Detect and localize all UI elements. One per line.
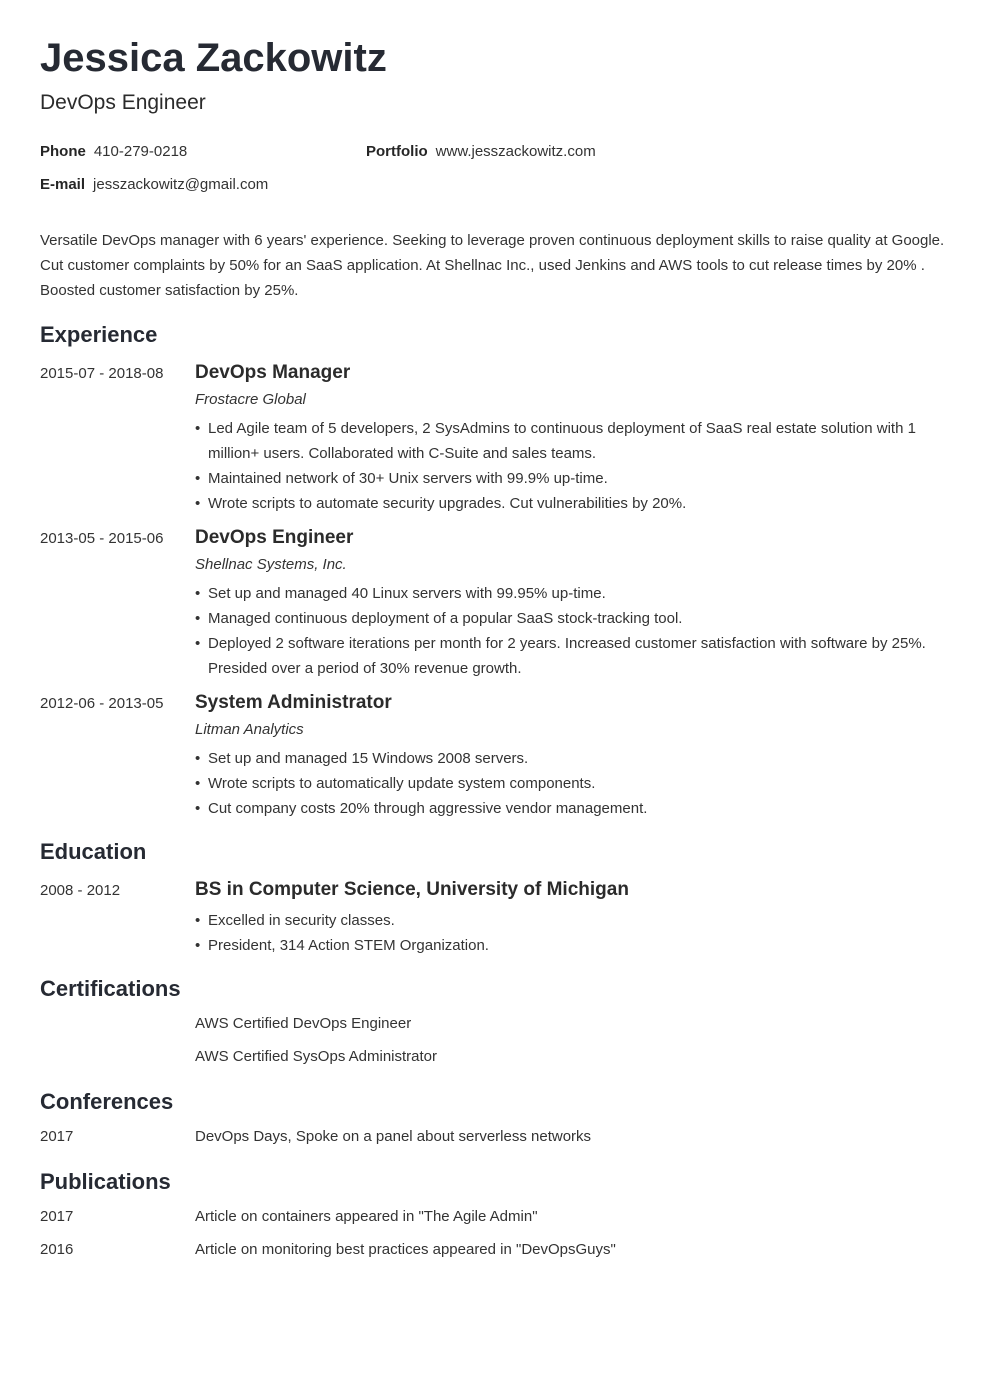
phone-label: Phone (40, 143, 86, 160)
publication-year: 2016 (40, 1241, 74, 1258)
contact-email (40, 176, 268, 193)
publication-text: Article on containers appeared in "The Agile Admin" (195, 1208, 538, 1225)
job-title: System Administrator (195, 692, 392, 713)
education-bullets (195, 908, 950, 958)
bullet-item: • Wrote scripts to automatically update system components. (195, 771, 950, 796)
job-title: DevOps Manager (195, 362, 351, 383)
job-bullets (195, 416, 950, 516)
section-title-conferences: Conferences (40, 1089, 174, 1114)
section-title-publications: Publications (40, 1169, 171, 1194)
bullet-item: • Wrote scripts to automate security upgrades. Cut vulnerabilities by 20%. (195, 491, 950, 516)
publication-year: 2017 (40, 1208, 74, 1225)
contact-phone (40, 143, 187, 160)
bullet-item: • Deployed 2 software iterations per month for 2 years. Increased customer satisfaction with software by 25%. Presided over a period of 30% revenue growth. (195, 631, 950, 681)
section-title-certifications: Certifications (40, 976, 181, 1001)
experience-dates: 2012-06 - 2013-05 (40, 695, 164, 712)
portfolio-label: Portfolio (366, 143, 428, 160)
job-bullets (195, 746, 950, 821)
profile-summary: Versatile DevOps manager with 6 years' experience. Seeking to leverage proven continuous deployment skills to raise quality at Google. Cut customer complaints by 50% for an SaaS application. At Shellnac Inc., used Jenkins and AWS tools to cut release times by 20% . Boosted customer satisfaction by 25%. (40, 232, 945, 299)
company-name: Shellnac Systems, Inc. (195, 556, 347, 573)
portfolio-link[interactable]: www.jesszackowitz.com (435, 143, 596, 160)
certification-name: AWS Certified SysOps Administrator (195, 1048, 438, 1065)
bullet-item: • Maintained network of 30+ Unix servers with 99.9% up-time. (195, 466, 950, 491)
bullet-item: • Cut company costs 20% through aggressive vendor management. (195, 796, 950, 821)
bullet-item: • President, 314 Action STEM Organization. (195, 933, 950, 958)
email-link[interactable]: jesszackowitz@gmail.com (93, 176, 269, 193)
job-bullets (195, 581, 950, 681)
contact-portfolio (366, 143, 596, 160)
certification-name: AWS Certified DevOps Engineer (195, 1015, 412, 1032)
bullet-item: • Excelled in security classes. (195, 908, 950, 933)
experience-dates: 2013-05 - 2015-06 (40, 530, 164, 547)
experience-dates: 2015-07 - 2018-08 (40, 365, 164, 382)
candidate-name: Jessica Zackowitz (40, 36, 387, 80)
email-label: E-mail (40, 176, 86, 193)
conference-year: 2017 (40, 1128, 74, 1145)
bullet-item: • Set up and managed 40 Linux servers with 99.95% up-time. (195, 581, 950, 606)
bullet-item: • Set up and managed 15 Windows 2008 servers. (195, 746, 950, 771)
bullet-item: • Led Agile team of 5 developers, 2 SysAdmins to continuous deployment of SaaS real estate solution with 1 million+ users. Collaborated with C-Suite and sales teams. (195, 416, 950, 466)
degree-title: BS in Computer Science, University of Michigan (195, 879, 629, 900)
company-name: Litman Analytics (195, 721, 304, 738)
job-title: DevOps Engineer (195, 527, 354, 548)
section-title-experience: Experience (40, 322, 158, 347)
education-dates: 2008 - 2012 (40, 882, 121, 899)
company-name: Frostacre Global (195, 391, 306, 408)
phone-value: 410-279-0218 (93, 143, 188, 160)
bullet-item: • Managed continuous deployment of a popular SaaS stock-tracking tool. (195, 606, 950, 631)
publication-text: Article on monitoring best practices appeared in "DevOpsGuys" (195, 1241, 616, 1258)
candidate-role: DevOps Engineer (40, 91, 206, 114)
conference-text: DevOps Days, Spoke on a panel about serverless networks (195, 1128, 592, 1145)
section-title-education: Education (40, 839, 147, 864)
